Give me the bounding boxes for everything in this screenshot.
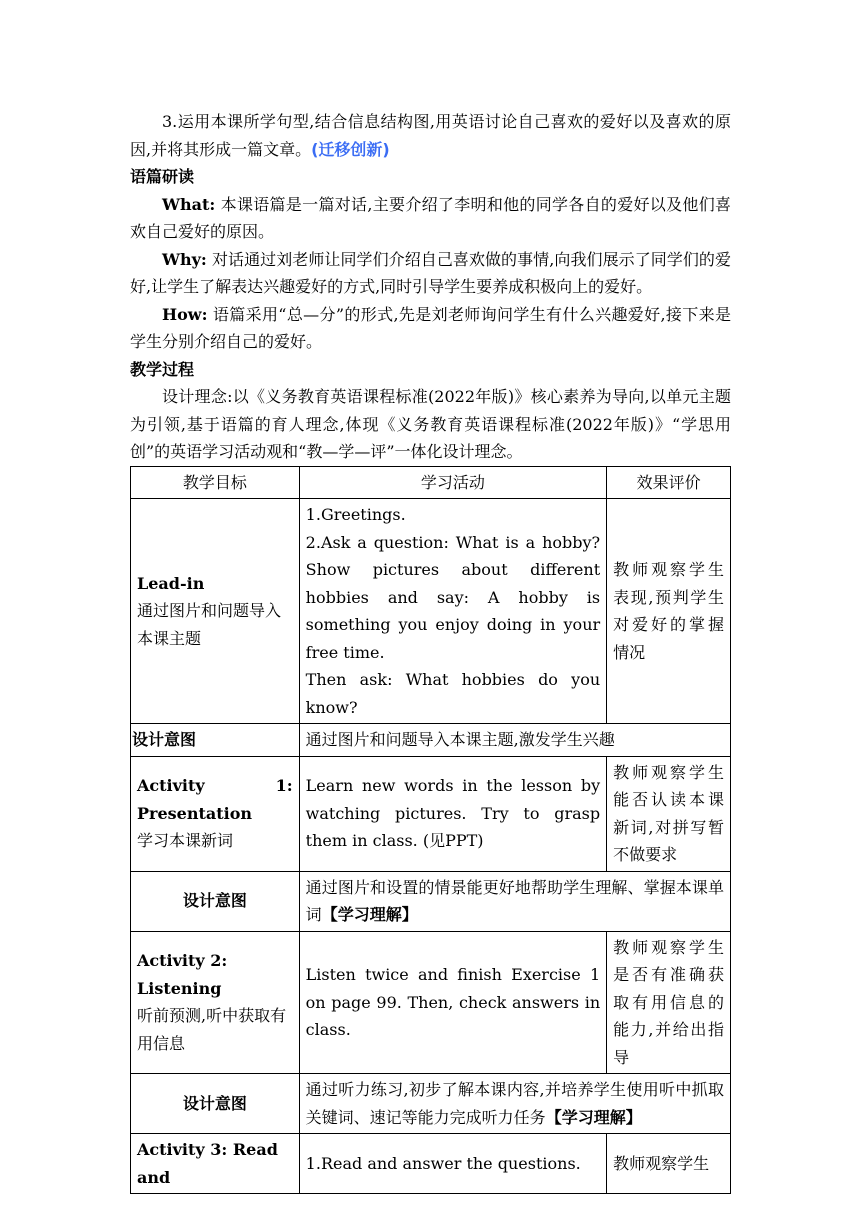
reading-heading: 语篇研读 <box>130 167 195 186</box>
act2-goal: 听前预测,听中获取有用信息 <box>137 1006 287 1053</box>
leadin-activity-3: Then ask: What hobbies do you know? <box>305 670 601 717</box>
act2-title: Activity 2: Listening <box>137 951 228 998</box>
what-label: What: <box>162 194 216 214</box>
intent-2-cell <box>299 871 730 931</box>
header-goal: 教学目标 <box>131 466 300 499</box>
act1-title-right: 1: <box>275 776 293 796</box>
act3-activity-cell: 1.Read and answer the questions. <box>299 1134 606 1194</box>
leadin-goal: 通过图片和问题导入本课主题 <box>137 601 282 648</box>
why-text: 对话通过刘老师让同学们介绍自己喜欢做的事情,向我们展示了同学们的爱好,让学生了解表达兴趣爱好的方式,同时引导学生要养成积极向上的爱好。 <box>130 249 731 296</box>
act3-title: Activity 3: Read and <box>131 1134 300 1194</box>
table-row <box>131 931 731 1074</box>
intent-1-text: 通过图片和问题导入本课主题,激发学生兴趣 <box>299 724 730 757</box>
act1-eval-cell: 教师观察学生能否认读本课新词,对拼写暂不做要求 <box>607 756 731 871</box>
intent-2-label: 设计意图 <box>131 871 300 931</box>
act2-activity-cell: Listen twice and finish Exercise 1 on page 99. Then, check answers in class. <box>299 931 606 1074</box>
teaching-table <box>130 466 731 1195</box>
intent-3-text: 通过听力练习,初步了解本课内容,并培养学生使用听中抓取关键词、速记等能力完成听力任务 <box>305 1080 724 1127</box>
act1-goal: 学习本课新词 <box>137 831 234 851</box>
leadin-activity-1: 1.Greetings. <box>305 505 406 524</box>
act3-eval-cell: 教师观察学生 <box>607 1134 731 1194</box>
what-paragraph <box>130 191 731 246</box>
leadin-eval-cell: 教师观察学生表现,预判学生对爱好的掌握情况 <box>607 499 731 724</box>
table-row <box>131 1134 731 1194</box>
intent-3-label: 设计意图 <box>131 1074 300 1134</box>
table-row <box>131 1074 731 1134</box>
how-label: How: <box>162 304 208 324</box>
act1-title-line <box>137 772 293 800</box>
table-row <box>131 724 731 757</box>
process-heading: 教学过程 <box>130 359 195 379</box>
how-text: 语篇采用“总—分”的形式,先是刘老师询问学生有什么兴趣爱好,接下来是学生分别介绍自己的爱好。 <box>130 304 731 351</box>
intent-2-tag: 【学习理解】 <box>321 905 418 924</box>
act1-goal-cell <box>131 756 300 871</box>
table-row <box>131 871 731 931</box>
act2-goal-cell <box>131 931 300 1074</box>
table-row <box>131 756 731 871</box>
act1-title-left: Activity <box>137 776 205 796</box>
how-paragraph <box>130 301 731 356</box>
design-concept: 设计理念:以《义务教育英语课程标准(2022年版)》核心素养为导向,以单元主题为引领,基于语篇的育人理念,体现《义务教育英语课程标准(2022年版)》“学思用创”的英语学习活动观和“教—学—评”一体化设计理念。 <box>130 387 731 461</box>
act2-eval-cell: 教师观察学生是否有准确获取有用信息的能力,并给出指导 <box>607 931 731 1074</box>
leadin-activity-cell <box>299 499 606 724</box>
leadin-title: Lead-in <box>137 573 205 593</box>
intent-3-cell <box>299 1074 730 1134</box>
leadin-activity-2: 2.Ask a question: What is a hobby? Show pictures about different hobbies and say: A hobby is something you enjoy doing in your free time. <box>305 532 601 662</box>
why-paragraph <box>130 246 731 301</box>
objective-3 <box>130 108 731 163</box>
header-activity: 学习活动 <box>299 466 606 499</box>
table-row <box>131 499 731 724</box>
intent-2-text: 通过图片和设置的情景能更好地帮助学生理解、掌握本课单词 <box>305 877 724 924</box>
what-text: 本课语篇是一篇对话,主要介绍了李明和他的同学各自的爱好以及他们喜欢自己爱好的原因。 <box>130 194 731 241</box>
header-eval: 效果评价 <box>607 466 731 499</box>
objective-3-tag: (迁移创新) <box>311 139 390 159</box>
intent-3-tag: 【学习理解】 <box>545 1107 642 1127</box>
leadin-goal-cell <box>131 499 300 724</box>
act1-activity-cell: Learn new words in the lesson by watching pictures. Try to grasp them in class. (见PPT) <box>299 756 606 871</box>
document-page <box>130 108 731 1194</box>
act1-title-2: Presentation <box>137 803 252 823</box>
objective-3-text: 3.运用本课所学句型,结合信息结构图,用英语讨论自己喜欢的爱好以及喜欢的原因,并将其形成一篇文章。 <box>130 112 731 159</box>
table-header-row <box>131 466 731 499</box>
intent-1-label: 设计意图 <box>131 724 300 757</box>
why-label: Why: <box>162 249 207 269</box>
